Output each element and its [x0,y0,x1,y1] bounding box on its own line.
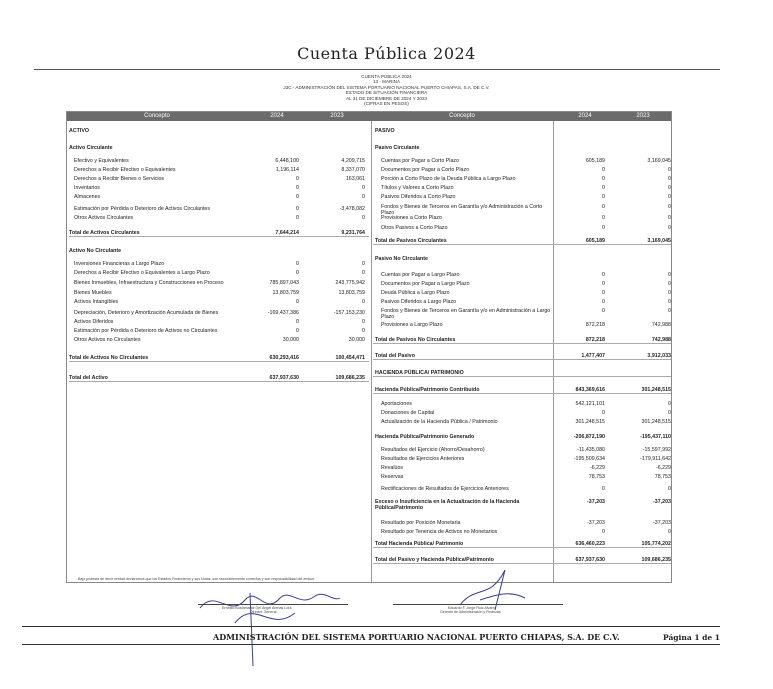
left-row-label: Inversiones Financieras a Largo Plazo [74,261,165,267]
right-value-2023: 0 [668,308,671,314]
right-row-label: PASIVO [375,128,395,134]
left-row-label: Bienes Inmuebles, Infraestructura y Construcciones en Proceso [74,280,224,286]
right-value-2023: 301,248,515 [641,419,671,425]
right-value-2024: 0 [602,272,605,278]
right-row-label: Resultados de Ejercicios Anteriores [381,456,465,462]
right-row-label: Total de Pasivos No Circulantes [375,337,456,343]
left-value-2024: 0 [296,270,299,276]
right-value-2023: 3,169,045 [647,158,671,164]
right-value-2023: 109,686,235 [641,557,671,563]
left-row-label: Depreciación, Deterioro y Amortización Acumulada de Bienes [74,310,219,316]
right-row-label: Pasivos Diferidos a Corto Plazo [381,194,456,200]
right-row-label: Fondos y Bienes de Terceros en Garantía y/o en Administración a Largo Plazo [381,308,551,320]
right-value-2023: 0 [668,272,671,278]
left-value-2024: 0 [296,299,299,305]
right-row-label: Pasivo No Circulante [375,256,428,262]
right-value-2023: 105,774,202 [641,541,671,547]
row-separator [373,343,671,344]
right-value-2023: 3,912,033 [647,353,671,359]
left-row-label: Otros Activos Circulantes [74,215,134,221]
left-row-label: Inventarios [74,185,100,191]
right-value-2023: 3,169,045 [647,238,671,244]
left-row-label: Derechos a Recibir Bienes o Servicios [74,176,165,182]
left-row-label: Activo Circulante [69,145,113,151]
right-row-label: Otros Pasivos a Corto Plazo [381,225,448,231]
left-value-2024: 637,937,630 [269,375,299,381]
col-header-2023-right: 2023 [636,113,650,119]
right-row-label: Resultado por Posición Monetaria [381,520,461,526]
col-header-2024-right: 2024 [578,113,592,119]
right-value-2024: 0 [602,486,605,492]
right-value-2024: 843,369,616 [575,387,605,393]
right-value-2023: 0 [668,401,671,407]
left-signer-title: Director General [250,610,277,614]
left-value-2023: 30,000 [348,337,365,343]
row-separator [373,359,671,360]
left-value-2023: 243,775,942 [335,280,365,286]
left-value-2023: 0 [362,299,365,305]
left-row-label: Total de Activos No Circulantes [69,355,149,361]
right-value-2024: 605,189 [585,238,605,244]
right-value-2023: -15,597,992 [642,447,671,453]
right-value-2023: -195,437,110 [640,434,671,440]
right-row-label: Hacienda Pública/Patrimonio Contribuido [375,387,480,393]
right-value-2023: 742,988 [651,322,671,328]
left-value-2024: 785,897,043 [269,280,299,286]
left-value-2024: 0 [296,328,299,334]
left-value-2023: 8,337,070 [341,167,365,173]
right-row-label: Provisiones a Corto Plazo [381,215,442,221]
right-row-label: Total Hacienda Pública/ Patrimonio [375,541,464,547]
left-value-2023: 9,231,764 [341,230,365,236]
left-row-label: Bienes Muebles [74,290,112,296]
right-row-label: Porción a Corto Plazo de la Deuda Pública a Largo Plazo [381,176,516,182]
right-value-2023: 0 [668,176,671,182]
right-value-2024: 605,189 [585,158,605,164]
left-row-label: Almacenes [74,194,101,200]
left-row-label: Activos Intangibles [74,299,119,305]
right-row-label: Cuentas por Pagar a Largo Plazo [381,272,460,278]
right-value-2024: 0 [602,290,605,296]
page-number: Página 1 de 1 [663,633,720,642]
right-value-2023: 0 [668,281,671,287]
right-value-2023: 0 [668,290,671,296]
left-value-2024: -169,437,386 [267,310,299,316]
row-separator [69,361,369,362]
right-value-2024: 872,218 [585,322,605,328]
table-header [67,112,671,121]
right-row-label: Total del Pasivo [375,353,415,359]
left-value-2024: 13,803,759 [272,290,299,296]
right-signer-title: Gerente de Administración y Finanzas [440,610,501,614]
right-row-label: Resultados del Ejercicio (Ahorro/Desahorro) [381,447,485,453]
signature-line [198,604,348,605]
row-separator [373,547,671,548]
right-row-label: Total de Pasivos Circulantes [375,238,447,244]
right-value-2024: 0 [602,281,605,287]
right-value-2024: 0 [602,194,605,200]
right-row-label: Fondos y Bienes de Terceros en Garantía y/o Administración a Corto Plazo [381,204,543,216]
header-line: AL 31 DE DICIEMBRE DE 2024 Y 2023 [345,95,428,101]
row-separator [69,381,369,382]
row-separator [373,376,671,377]
right-value-2024: -206,872,190 [573,434,605,440]
title-rule [34,69,720,70]
right-row-label: Documentos por Pagar a Corto Plazo [381,167,470,173]
right-value-2024: 637,937,630 [575,557,605,563]
right-value-2023: 0 [668,185,671,191]
right-row-label: Exceso o Insuficiencia en la Actualización de la Hacienda Pública/Patrimonio [375,499,520,511]
left-value-2024: 0 [296,319,299,325]
left-value-2024: 0 [296,176,299,182]
header-line: ESTADO DE SITUACIÓN FINANCIERA [345,90,428,96]
left-value-2024: 0 [296,215,299,221]
right-value-2024: 542,121,101 [575,401,605,407]
right-value-2024: -11,435,080 [577,447,605,453]
left-row-label: Estimación por Pérdida o Deterioro de Activos Circulantes [74,206,211,212]
col-header-concepto-right: Concepto [449,113,475,119]
right-value-2024: 0 [602,167,605,173]
right-value-2024: -37,203 [587,499,605,505]
col-header-2023-left: 2023 [330,113,344,119]
right-value-2023: -37,203 [653,520,671,526]
signature-line [393,604,563,605]
right-value-2024: 0 [602,204,605,210]
right-value-2024: 0 [602,225,605,231]
right-value-2023: 0 [668,194,671,200]
left-row-label: Derechos a Recibir Efectivo o Equivalentes a Largo Plazo [74,270,210,276]
right-value-2024: 0 [602,215,605,221]
left-row-label: Total de Activos Circulantes [69,230,140,236]
left-signer-name: Ernesto Bustamante Del Ángel Arenas Lora [222,606,292,610]
left-value-2024: 0 [296,206,299,212]
footer-rule [22,644,720,645]
right-row-label: Actualización de la Hacienda Pública / Patrimonio [381,419,498,425]
right-row-label: Revalúos [381,465,404,471]
report-header [0,74,773,106]
right-value-2023: 0 [668,215,671,221]
left-value-2023: 0 [362,319,365,325]
left-row-label: Otros Activos no Circulantes [74,337,141,343]
right-value-2024: 0 [602,299,605,305]
right-value-2023: 78,753 [654,474,671,480]
row-separator [373,244,671,245]
right-row-label: Títulos y Valores a Corto Plazo [381,185,454,191]
right-value-2023: 0 [668,486,671,492]
row-separator [69,236,369,237]
left-value-2023: 0 [362,270,365,276]
left-row-label: Activo No Circulante [69,248,122,254]
left-value-2023: 0 [362,194,365,200]
right-value-2023: 0 [668,410,671,416]
left-row-label: Activos Diferidos [74,319,114,325]
left-value-2024: 30,000 [282,337,299,343]
right-row-label: Pasivo Circulante [375,145,420,151]
left-value-2023: 0 [362,185,365,191]
right-signer-name: Eduardo F. Jorge Ruiz Alvarez [448,606,497,610]
left-value-2024: 630,293,416 [269,355,299,361]
left-value-2023: 0 [362,261,365,267]
right-value-2024: 0 [602,308,605,314]
financial-statement-table [66,111,672,583]
right-row-label: Reservas [381,474,404,480]
right-row-label: Resultado por Tenencia de Activos no Monetarios [381,529,498,535]
left-value-2023: 0 [362,215,365,221]
right-value-2023: -6,229 [655,465,671,471]
left-row-label: Derechos a Recibir Efectivo o Equivalentes [74,167,176,173]
column-divider [371,121,372,582]
left-value-2024: 0 [296,261,299,267]
left-value-2024: 0 [296,194,299,200]
right-value-2023: 0 [668,529,671,535]
right-value-2023: -179,911,642 [640,456,671,462]
right-row-label: Donaciones de Capital [381,410,435,416]
right-value-2024: 0 [602,410,605,416]
left-value-2023: -157,153,230 [333,310,365,316]
right-value-2024: -195,509,634 [573,456,605,462]
header-line: J3C - ADMINISTRACIÓN DEL SISTEMA PORTUARIO NACIONAL PUERTO CHIAPAS, S.A. DE C.V. [283,84,490,90]
right-value-2024: -37,203 [587,520,605,526]
header-line: (CIFRAS EN PESOS) [364,101,409,107]
right-row-label: Aportaciones [381,401,412,407]
right-row-label: Documentos por Pagar a Largo Plazo [381,281,470,287]
right-row-label: Cuentas por Pagar a Corto Plazo [381,158,460,164]
left-value-2024: 1,196,114 [275,167,299,173]
right-value-2024: 1,477,407 [581,353,605,359]
right-row-label: Total del Pasivo y Hacienda Pública/Patrimonio [375,557,494,563]
footer-rule [22,626,720,627]
header-line: 13 - MARINA [372,79,401,85]
left-value-2024: 0 [296,185,299,191]
right-value-2023: 0 [668,204,671,210]
col-header-concepto-left: Concepto [144,113,170,119]
left-signature [195,578,345,668]
right-value-2024: 636,460,223 [575,541,605,547]
header-line: CUENTA PÚBLICA 2024 [361,74,412,79]
left-value-2023: 163,061 [345,176,365,182]
col-header-2024-left: 2024 [270,113,284,119]
right-row-label: Hacienda Pública/Patrimonio Generado [375,434,475,440]
right-value-2023: 0 [668,299,671,305]
left-value-2023: 0 [362,328,365,334]
right-value-2023: -37,203 [653,499,671,505]
footer-entity: ADMINISTRACIÓN DEL SISTEMA PORTUARIO NACIONAL PUERTO CHIAPAS, S.A. DE C.V. [213,632,620,642]
left-row-label: Efectivo y Equivalentes [74,158,129,164]
left-row-label: ACTIVO [69,128,90,134]
right-row-label: Rectificaciones de Resultados de Ejercicios Anteriores [381,486,509,492]
right-value-2023: 0 [668,225,671,231]
right-value-2023: 0 [668,167,671,173]
left-value-2024: 7,644,214 [275,230,299,236]
left-row-label: Total del Activo [69,375,108,381]
right-value-2024: 301,248,515 [575,419,605,425]
right-row-label: HACIENDA PÚBLICA/ PATRIMONIO [375,370,464,376]
left-value-2023: 100,454,471 [335,355,365,361]
left-value-2023: 109,686,235 [335,375,365,381]
right-value-2023: 742,988 [651,337,671,343]
right-value-2023: 301,248,515 [641,387,671,393]
right-value-2024: 78,753 [588,474,605,480]
right-value-2024: 0 [602,185,605,191]
right-row-label: Deuda Pública a Largo Plazo [381,290,450,296]
right-row-label: Provisiones a Largo Plazo [381,322,443,328]
left-value-2023: -3,478,082 [339,206,365,212]
page-title: Cuenta Pública 2024 [297,44,476,63]
right-value-2024: 0 [602,176,605,182]
left-value-2024: 6,448,100 [275,158,299,164]
row-separator [373,393,671,394]
declaration-text: Bajo protesta de decir verdad declaramos que los Estados Financieros y sus Notas, son razonablemente correctos y son responsabilidad del emisor. [78,577,315,581]
right-value-2024: 872,218 [585,337,605,343]
right-row-label: Pasivos Diferidos a Largo Plazo [381,299,457,305]
left-row-label: Estimación por Pérdida o Deterioro de Activos no Circulantes [74,328,218,334]
right-value-2024: 0 [602,529,605,535]
left-value-2023: 13,803,759 [338,290,365,296]
left-value-2023: 4,209,715 [341,158,365,164]
right-value-2024: -6,229 [589,465,605,471]
